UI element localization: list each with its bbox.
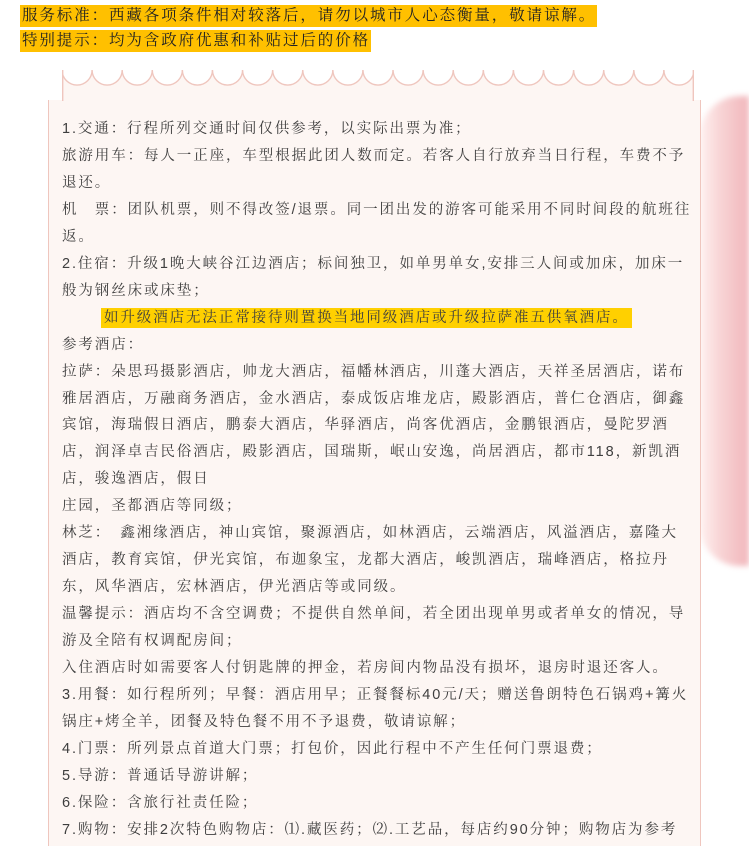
text-line: 拉萨：朵思玛摄影酒店，帅龙大酒店，福幡林酒店，川蓬大酒店，天祥圣居酒店，诺布 bbox=[62, 363, 686, 380]
text-line: 店，骏逸酒店，假日 bbox=[62, 471, 210, 488]
reference-hotels-heading bbox=[62, 332, 692, 359]
service-standard-text: 服务标准：西藏各项条件相对较落后，请勿以城市人心态衡量，敬请谅解。 bbox=[20, 5, 597, 27]
text-line: 温馨提示：酒店均不含空调费；不提供自然单间，若全团出现单男或者单女的情况，导 bbox=[62, 606, 686, 623]
text-line: 宾馆，海瑞假日酒店，鹏泰大酒店，华驿酒店，尚客优酒店，金鹏银酒店，曼陀罗酒 bbox=[62, 417, 669, 434]
text-line: 旅游用车：每人一正座，车型根据此团人数而定。若客人自行放弃当日行程，车费不予 bbox=[62, 147, 686, 164]
shopping-note bbox=[62, 817, 692, 844]
text-line: 锅庄+烤全羊，团餐及特色餐不用不予退费，敬请谅解； bbox=[62, 713, 466, 730]
transport-note bbox=[62, 116, 692, 143]
special-price-text: 特别提示：均为含政府优惠和补贴过后的价格 bbox=[20, 30, 371, 52]
text-line: 2.住宿：升级1晚大峡谷江边酒店；标间独卫，如单男单女,安排三人间或加床，加床一 bbox=[62, 255, 685, 272]
lhasa-hotels bbox=[62, 359, 692, 494]
notice-banner bbox=[20, 5, 597, 55]
text-line: 参考酒店： bbox=[62, 336, 144, 353]
text-line: 入住酒店时如需要客人付钥匙牌的押金，若房间内物品没有损坏，退房时退还客人。 bbox=[62, 660, 669, 677]
meals-note bbox=[62, 682, 692, 736]
tour-vehicle-note bbox=[62, 143, 692, 197]
text-line: 4.门票：所列景点首道大门票；打包价，因此行程中不产生任何门票退费； bbox=[62, 740, 603, 757]
text-line: 酒店，教育宾馆，伊光宾馆，布迦象宝，龙都大酒店，峻凯酒店，瑞峰酒店，格拉丹 bbox=[62, 552, 669, 569]
text-line: 返。 bbox=[62, 228, 95, 245]
nyingchi-hotels bbox=[62, 520, 692, 601]
text-line: 机 票：团队机票，则不得改签/退票。同一团出发的游客可能采用不同时间段的航班往 bbox=[62, 201, 692, 218]
pink-shadow-decoration bbox=[700, 96, 749, 566]
text-line: 1.交通：行程所列交通时间仅供参考，以实际出票为准； bbox=[62, 121, 472, 137]
text-line: 庄园，圣都酒店等同级； bbox=[62, 498, 243, 515]
text-line: 游及全陪有权调配房间； bbox=[62, 633, 243, 650]
text-line: 雅居酒店，万融商务酒店，金水酒店，泰成饭店堆龙店，殿影酒店，普仁仓酒店，御鑫 bbox=[62, 390, 686, 407]
itinerary-notes bbox=[62, 116, 692, 844]
text-line: 林芝： 鑫湘缘酒店，神山宾馆，聚源酒店，如林酒店，云端酒店，风溢酒店，嘉隆大 bbox=[62, 525, 678, 542]
highlight-text: 如升级酒店无法正常接待则置换当地同级酒店或升级拉萨准五供氧酒店。 bbox=[101, 308, 632, 328]
hotel-tips bbox=[62, 601, 692, 655]
text-line: 6.保险：含旅行社责任险； bbox=[62, 794, 259, 811]
lhasa-hotels-continued bbox=[62, 493, 692, 520]
text-line: 5.导游：普通话导游讲解； bbox=[62, 767, 259, 784]
service-standard-notice bbox=[20, 5, 597, 30]
scalloped-top-edge bbox=[62, 66, 694, 101]
hotel-upgrade-highlight bbox=[62, 305, 692, 332]
text-line: 店，润泽卓吉民俗酒店，殿影酒店，国瑞斯，岷山安逸，尚居酒店，都市118，新凯酒 bbox=[62, 444, 682, 461]
text-line: 东，风华酒店，宏林酒店，伊光酒店等或同级。 bbox=[62, 579, 407, 596]
key-deposit-note bbox=[62, 655, 692, 682]
text-line: 7.购物：安排2次特色购物店：⑴.藏医药；⑵.工艺品，每店约90分钟；购物店为参考 bbox=[62, 821, 678, 838]
insurance-note bbox=[62, 790, 692, 817]
special-price-notice bbox=[20, 30, 597, 55]
text-line: 退还。 bbox=[62, 174, 112, 191]
accommodation-note bbox=[62, 251, 692, 305]
text-line: 般为钢丝床或床垫； bbox=[62, 282, 210, 299]
highlight-line bbox=[62, 305, 692, 332]
air-ticket-note bbox=[62, 197, 692, 251]
guide-note bbox=[62, 763, 692, 790]
tickets-note bbox=[62, 736, 692, 763]
text-line: 3.用餐：如行程所列；早餐：酒店用早；正餐餐标40元/天；赠送鲁朗特色石锅鸡+篝火 bbox=[62, 687, 689, 704]
